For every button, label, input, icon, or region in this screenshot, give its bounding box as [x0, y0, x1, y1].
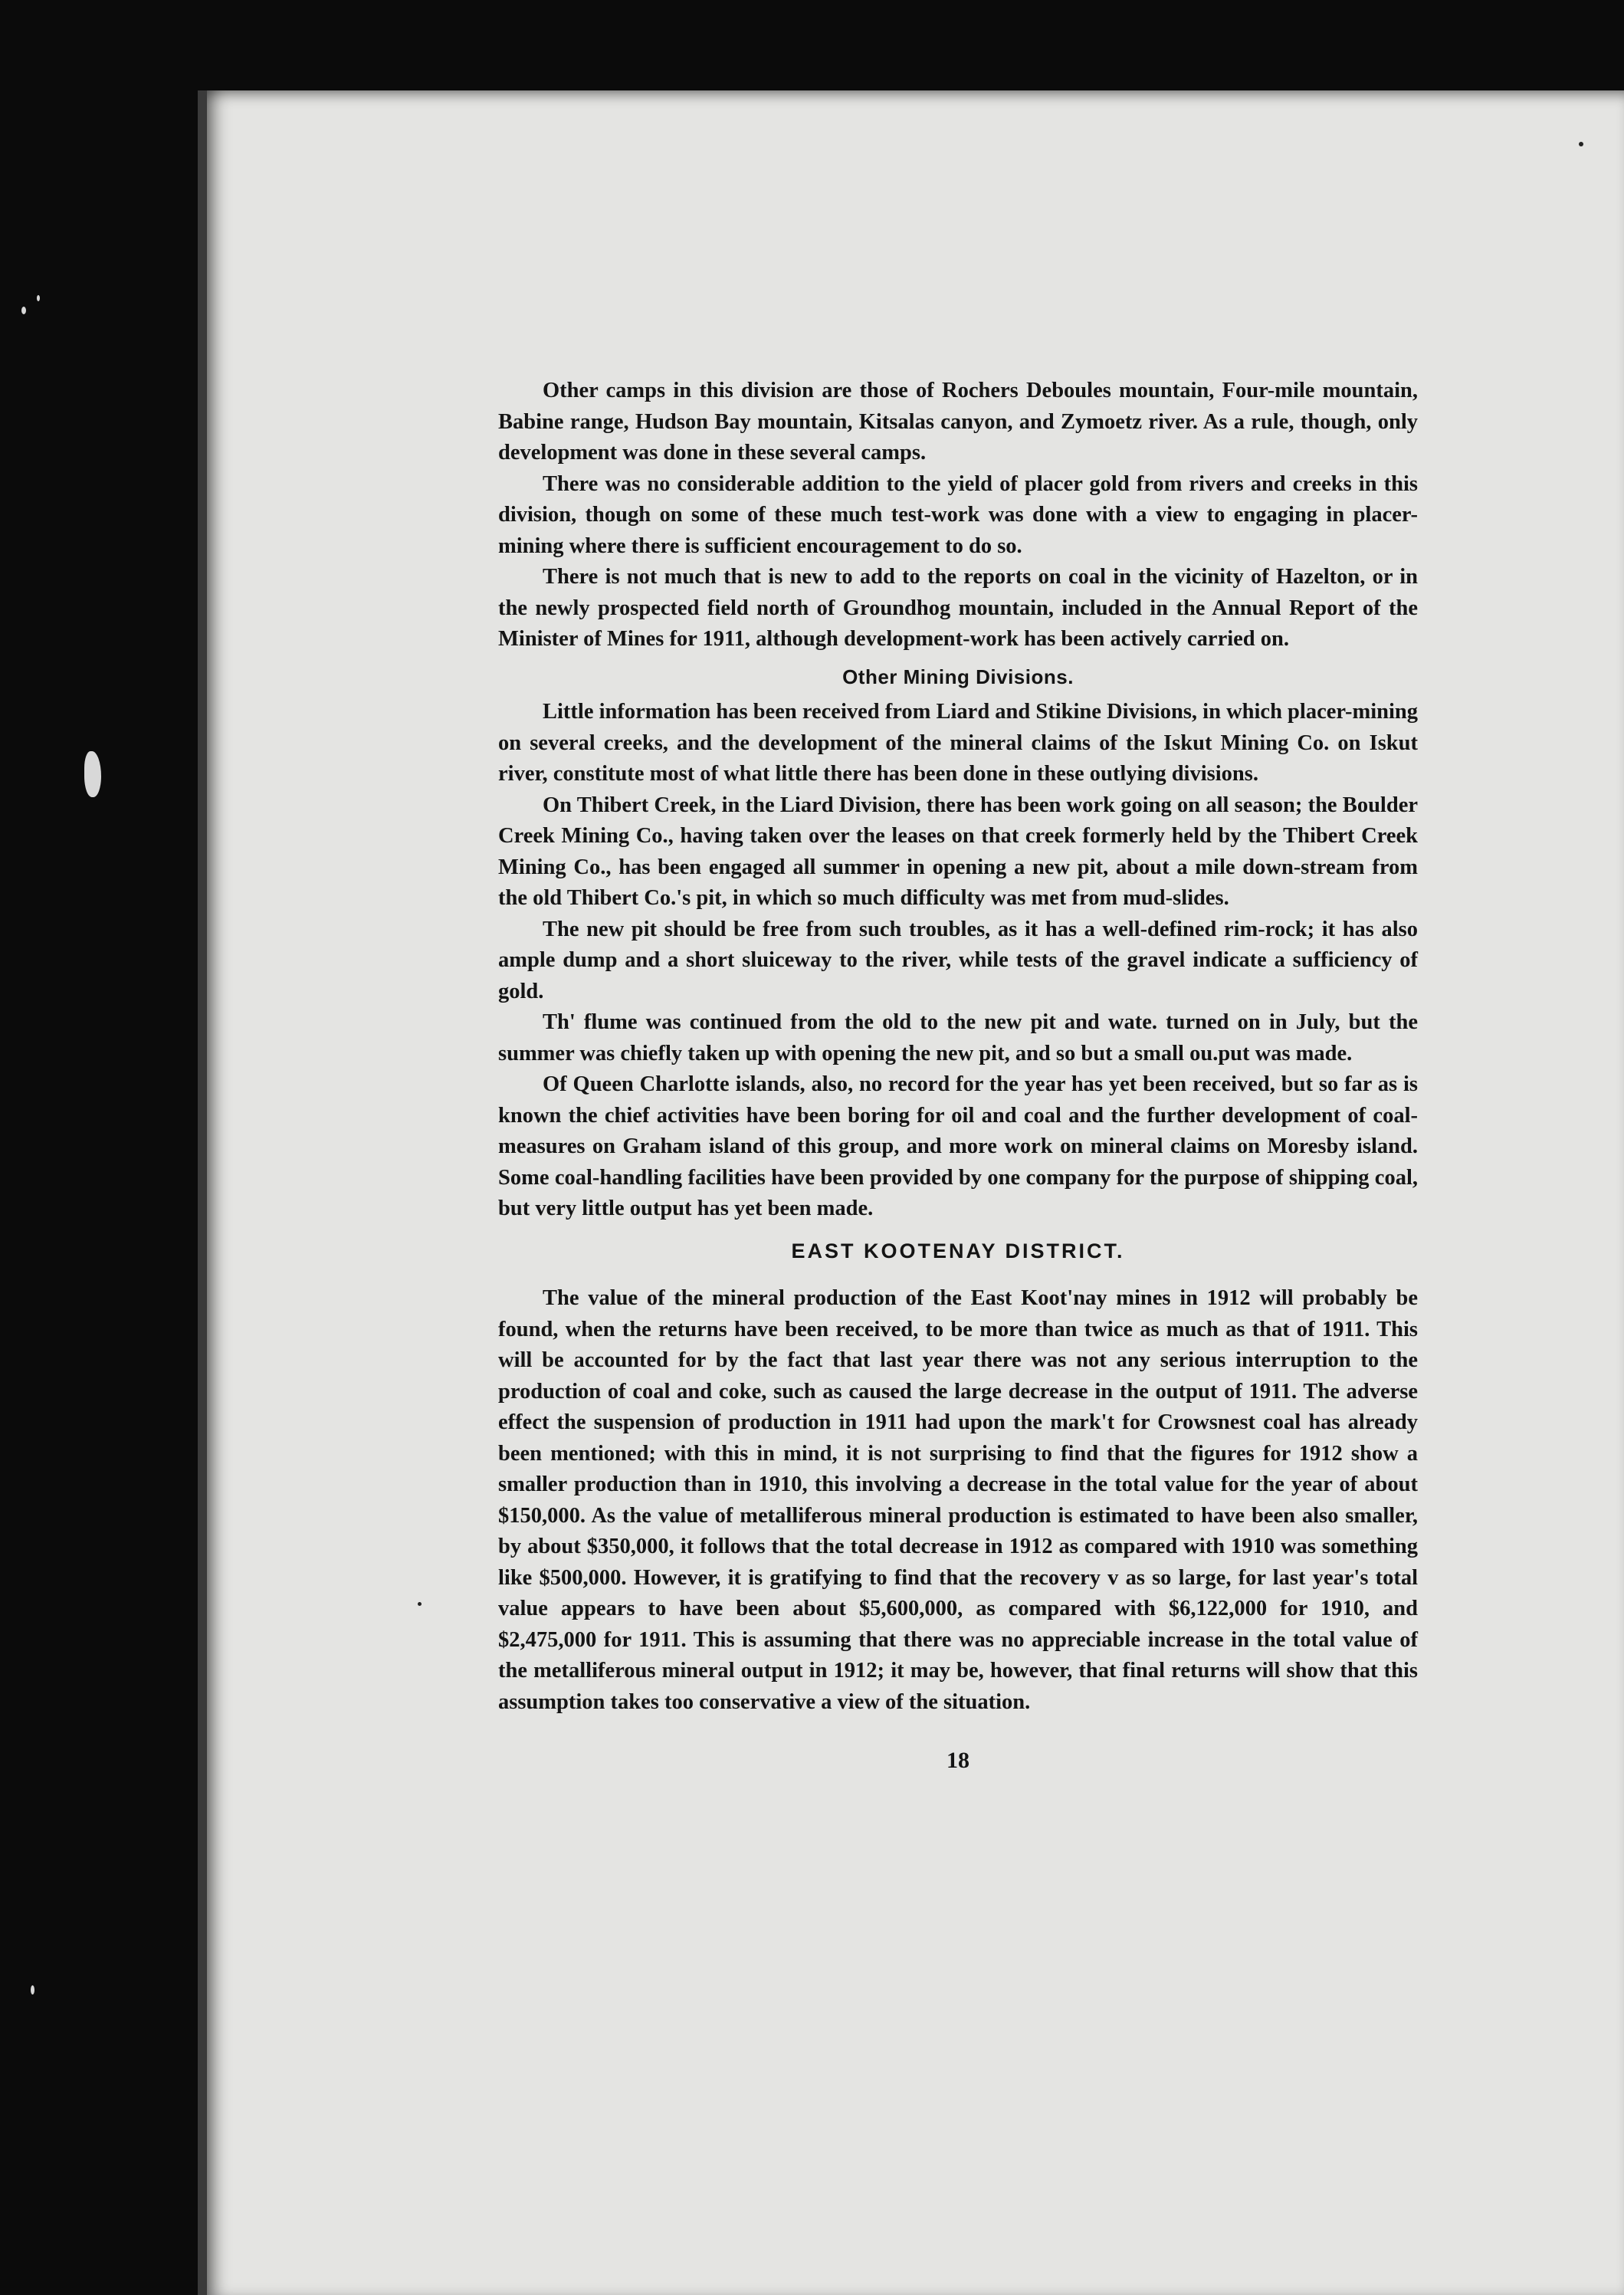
- section-heading-other-divisions: Other Mining Divisions.: [842, 665, 1074, 688]
- paragraph: On Thibert Creek, in the Liard Division, there has been work going on all season; the Boulder Creek Mining Co., having taken over the leases on that creek formerly held by the Thibert Creek Mining Co., has been engaged all summer in opening a new pit, about a mile down-stream from the old Thibert Co.'s pit, in which so much difficulty was met from mud-slides.: [498, 793, 1418, 910]
- scan-speck: [21, 307, 26, 314]
- scan-speck: [37, 295, 40, 301]
- paragraph: The new pit should be free from such troubles, as it has a well-defined rim-rock; it has also ample dump and a short sluiceway to the river, while tests of the gravel indicate a sufficiency of gold.: [498, 917, 1418, 1003]
- scan-speck: [31, 1985, 34, 1995]
- paragraph: Other camps in this division are those of Rochers Deboules mountain, Four-mile mountain, Babine range, Hudson Bay mountain, Kitsalas canyon, and Zymoetz river. As a rule, though, only development was done in these several camps.: [498, 379, 1418, 465]
- section-heading-east-kootenay: EAST KOOTENAY DISTRICT.: [791, 1239, 1125, 1262]
- paragraph: There was no considerable addition to the yield of placer gold from rivers and creeks in this division, though on some of these much test-work was done with a view to engaging in placer-mining where there is sufficient encouragement to do so.: [498, 471, 1418, 558]
- page-mark: [1579, 142, 1583, 146]
- paragraph: Of Queen Charlotte islands, also, no record for the year has yet been received, but so far as is known the chief activities have been boring for oil and coal and the further development of coal-measures on Graham island of this group, and more work on mineral claims on Moresby island. Some coal-handling facilities have been provided by one company for the purpose of shipping coal, but very little output has yet been made.: [498, 1072, 1418, 1220]
- page-number: 18: [947, 1748, 969, 1773]
- paragraph: Little information has been received from Liard and Stikine Divisions, in which placer-mining on several creeks, and the development of the mineral claims of the Iskut Mining Co. on Iskut river, constitute most of what little there has been done in these outlying divisions.: [498, 700, 1418, 786]
- paragraph: The value of the mineral production of the East Koot'nay mines in 1912 will probably be found, when the returns have been received, to be more than twice as much as that of 1911. This will be accounted for by the fact that last year there was not any serious interruption to the production of coal and coke, such as caused the large decrease in the output of 1911. The adverse effect the suspension of production in 1911 had upon the mark't for Crowsnest coal has already been mentioned; with this in mind, it is not surprising to find that the figures for 1912 show a smaller production than in 1910, this involving a decrease in the total value for the year of about $150,000. As the value of metalliferous mineral production is estimated to have been also smaller, by about $350,000, it follows that the total decrease in 1912 as compared with 1910 was something like $500,000. However, it is gratifying to find that the recovery v as so large, for last year's total value appears to have been about $5,600,000, as compared with $6,122,000 for 1910, and $2,475,000 for 1911. This is assuming that there was no appreciable increase in the total value of the metalliferous mineral output in 1912; it may be, however, that final returns will show that this assumption takes too conservative a view of the situation.: [498, 1286, 1418, 1714]
- paragraph: There is not much that is new to add to the reports on coal in the vicinity of Hazelton, or in the newly prospected field north of Groundhog mountain, included in the Annual Report of the Minister of Mines for 1911, although development-work has been actively carried on.: [498, 565, 1418, 651]
- scan-speck: [84, 751, 101, 797]
- document-text: [498, 376, 1418, 1777]
- page-mark: [418, 1602, 422, 1606]
- paragraph: Th' flume was continued from the old to the new pit and wate. turned on in July, but the summer was chiefly taken up with opening the new pit, and so but a small ou.put was made.: [498, 1010, 1418, 1065]
